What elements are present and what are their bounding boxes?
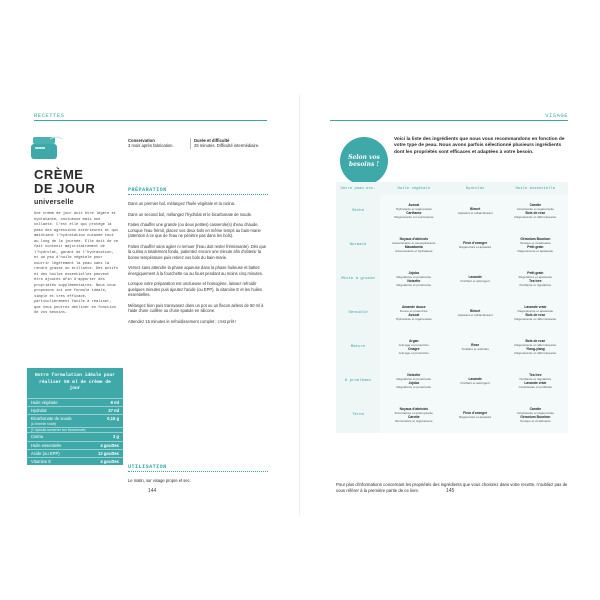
- col-header: Huile végétale: [380, 182, 448, 195]
- ingredient-name: Onagre: [408, 347, 420, 351]
- skin-type: Mixte à grasse: [336, 263, 380, 297]
- ingredient-name: Lavande vraie: [524, 381, 547, 385]
- table-cell: [448, 195, 503, 229]
- skin-type-table: [336, 182, 568, 433]
- ingredient-property: Anti-âge et protectrice: [398, 343, 429, 348]
- ingredient-property: Purifiante et régulatrice: [519, 377, 552, 382]
- header-rule-right: [330, 120, 568, 121]
- ingredient-name: Amande douce: [402, 305, 426, 310]
- table-row: [336, 195, 568, 229]
- ingredient-property: Régénérante et apaisante: [517, 248, 554, 253]
- right-page: [300, 0, 600, 600]
- formula-row: [27, 414, 123, 422]
- ingredient-name: Géranium Bourbon: [520, 237, 551, 242]
- cream-jar-icon: [30, 133, 66, 163]
- conservation-info: Conservation 3 mois après fabrication.: [128, 138, 174, 149]
- ingredient-property: Régulatrice et pénétrante: [396, 377, 432, 382]
- ingredient-name: Petit grain: [527, 271, 544, 276]
- ingredient-property: Régénérant et apaisant: [459, 415, 492, 419]
- ingredient-name: Bois de rose: [525, 339, 546, 344]
- table-cell: [503, 263, 568, 297]
- ingredient-property: Illuminatrice et régénérante: [395, 418, 433, 423]
- usage-text: Le matin, sur visage propre et sec.: [128, 478, 191, 483]
- table-cell: [380, 331, 448, 365]
- table-row: [336, 229, 568, 263]
- ingredient-name: Rose: [471, 343, 480, 348]
- recipe-subtitle: universelle: [34, 199, 74, 206]
- formula-ingredient: Huile essentielle: [31, 442, 62, 448]
- ingredient-property: Illuminatrice et antioxydante: [394, 411, 433, 416]
- formula-title: Notre formulation idéale pour réaliser 50 ml de crème de jour: [27, 368, 123, 398]
- formula-ingredient: Huile végétale: [31, 399, 58, 405]
- ingredient-name: Fleur d'oranger: [463, 411, 488, 416]
- ingredient-name: Noisette: [407, 279, 421, 283]
- table-row: [336, 399, 568, 433]
- ingredient-property: Régénérante et raffermissante: [514, 350, 557, 355]
- table-cell: [448, 331, 503, 365]
- col-header: Hydrolat: [448, 182, 503, 195]
- needs-badge: Selon vos besoins !: [340, 137, 388, 185]
- running-head-left: RECETTES: [34, 112, 65, 119]
- formula-quantity: 4 gouttes: [100, 442, 119, 448]
- col-header: Votre peau est…: [336, 182, 380, 195]
- formula-ingredient: Cutina: [31, 434, 44, 440]
- table-cell: [380, 365, 448, 399]
- preparation-step: Dans un premier bol, mélangez l'huile végétale et la cutina.: [128, 201, 236, 206]
- ingredient-property: Anti-âge et protectrice: [398, 350, 429, 355]
- ingredient-name: Carthame: [406, 211, 422, 215]
- formula-ingredient: Acide (ou EPP): [31, 450, 60, 456]
- ingredient-property: Régénérant et apaisant: [459, 245, 492, 249]
- table-intro: Voici la liste des ingrédients que nous vous recommandons en fonction de votre type de peau. Nous avons parfois sélectionné plusieurs ingrédients dont les propriétés sont efficaces et adaptées à votre besoin.: [394, 137, 565, 155]
- ingredient-property: Douce et protectrice: [399, 309, 428, 314]
- preparation-step: Dans un second bol, mélangez l'hydrolat et le bicarbonate de soude.: [128, 211, 253, 217]
- ingredient-property: Cicatrisante et régénérante: [516, 207, 555, 212]
- table-cell: [503, 229, 568, 263]
- ingredient-name: Avocat: [408, 313, 420, 317]
- ingredient-property: Purifiant et astringent: [460, 279, 490, 283]
- recipe-title: CRÈME DE JOUR: [34, 167, 96, 196]
- preparation-step: Attendez 15 minutes le refroidissement complet : c'est prêt !: [128, 318, 237, 324]
- ingredient-name: Argan: [409, 339, 419, 344]
- ingredient-name: Géranium Bourbon: [520, 415, 551, 419]
- ingredient-property: Tonique et cicatrisante: [519, 241, 551, 246]
- table-header-row: [336, 182, 568, 195]
- ingredient-property: Apaisant et rafraîchissant: [457, 313, 493, 317]
- ingredient-property: Régulatrice et pénétrante: [396, 275, 432, 280]
- ingredient-name: Jojoba: [408, 271, 420, 276]
- table-row: [336, 331, 568, 365]
- preparation-step: Mélangez bien puis transvasez dans un pot ou un flacon airless de 50 ml à l'aide d'une cuillère ou d'une spatule en silicone.: [128, 302, 264, 313]
- formula-ingredient: Hydrolat: [31, 407, 47, 413]
- ingredient-property: Adoucissante et hydratante: [395, 248, 433, 253]
- ingredient-property: Régulatrice et pénétrante: [396, 384, 432, 389]
- table-row: [336, 297, 568, 331]
- table-row: [336, 263, 568, 297]
- ingredient-property: Adoucissante et assouplissante: [392, 241, 436, 246]
- table-cell: [380, 195, 448, 229]
- ingredient-property: Hydratante et régénérante: [395, 207, 432, 212]
- ingredient-property: Régénérante et raffermissante: [514, 214, 557, 219]
- ingredient-property: Apaisant et rafraîchissant: [457, 211, 493, 215]
- ingredient-name: Lavande: [468, 275, 482, 280]
- table-cell: [380, 229, 448, 263]
- ingredient-name: Tea tree: [529, 279, 542, 283]
- table-cell: [503, 365, 568, 399]
- skin-type: Sèche: [336, 195, 380, 229]
- ingredient-property: Régulatrice et pénétrante: [396, 282, 432, 287]
- table-cell: [380, 399, 448, 433]
- table-cell: [503, 331, 568, 365]
- table-footnote: Pour plus d'informations concernant les propriétés des ingrédients que vous choisirez dans votre recette, n'oubliez pas de vous référer à la première partie de ce livre.: [336, 482, 568, 493]
- formula-ingredient: (1 hydrolat conserver son bicarbonate): [31, 427, 86, 432]
- table-cell: [448, 297, 503, 331]
- recipe-intro: Une crème de jour doit être légère et hydratante, onctueuse mais non collante. C'est elle qui protège la peau des agressions extérieures et qui maintient l'hydratation cutanée tout au long de la journée. Elle doit de ce fait contenir majoritairement de l'hydrolat, garant de l'hydratation, et un peu d'huile végétale pour nourrir légèrement la peau sans la rendre grasse ou brillante. Des actifs et des huiles essentielles peuvent être ajoutés afin d'apporter des propriétés supplémentaires. Nous vous proposons ici une formule idéale, simple et très efficace, particulièrement facile à réaliser, que vous pourrez décliner en fonction de vos besoins.: [34, 212, 119, 315]
- table-cell: [380, 263, 448, 297]
- ingredient-property: Régénérante et apaisante: [517, 309, 554, 314]
- formula-row: [27, 398, 123, 406]
- ingredient-name: Ylang-ylang: [526, 347, 545, 351]
- formula-quantity: 3 g: [112, 434, 119, 440]
- formula-row: [27, 449, 123, 457]
- table-cell: [503, 399, 568, 433]
- ingredient-property: Purifiant et astringent: [460, 381, 490, 385]
- table-cell: [448, 229, 503, 263]
- ingredient-name: Bois de rose: [525, 211, 546, 215]
- skin-type: Normale: [336, 229, 380, 263]
- ingredient-name: Lavande vraie: [524, 305, 547, 310]
- formula-quantity: 4 gouttes: [100, 458, 119, 464]
- table-cell: [380, 297, 448, 331]
- ingredient-property: Cicatrisante et régénérante: [516, 411, 555, 416]
- formula-box: [27, 368, 123, 475]
- ingredient-name: Bleuet: [470, 207, 481, 212]
- table-cell: [503, 297, 568, 331]
- ingredient-name: Macadamia: [404, 245, 423, 249]
- formula-row: [27, 441, 123, 449]
- ingredient-name: Tea tree: [529, 373, 542, 378]
- table-row: [336, 365, 568, 399]
- ingredient-property: Hydratante et régénérante: [395, 316, 432, 321]
- skin-type: Mature: [336, 331, 380, 365]
- formula-ingredient: (à l'échelle ronde): [31, 422, 57, 427]
- ingredient-name: Jojoba: [408, 381, 420, 385]
- ingredient-name: Bois de rose: [525, 313, 546, 317]
- skin-type: Sensible: [336, 297, 380, 331]
- skin-type: Terne: [336, 399, 380, 433]
- formula-ingredient: Vitamine E: [31, 458, 52, 464]
- ingredient-name: Avocat: [408, 203, 420, 208]
- table-cell: [448, 263, 503, 297]
- page-number-left: 144: [148, 488, 157, 494]
- formula-quantity: 37 ml: [108, 407, 119, 413]
- difficulty-info: Durée et difficulté 25 minutes. Difficulté intermédiaire.: [190, 138, 264, 149]
- table-cell: [448, 365, 503, 399]
- header-rule-left: [34, 120, 267, 121]
- skin-type: À problèmes: [336, 365, 380, 399]
- ingredient-property: Régénérante et raffermissante: [514, 343, 557, 348]
- ingredient-property: Purifiante et régulatrice: [519, 282, 552, 287]
- ingredient-name: Bleuet: [470, 309, 481, 314]
- ingredient-name: Fleur d'oranger: [463, 241, 488, 246]
- page-number-right: 145: [446, 488, 455, 494]
- formula-quantity: 12 gouttes: [98, 450, 119, 456]
- col-header: Huile essentielle: [503, 182, 568, 195]
- preparation-step: Versez sans attendre la phase aqueuse dans la phase huileuse et battez énergiquement à la fourchette ou au fouet pendant au moins cinq minutes.: [128, 265, 263, 276]
- formula-row: [27, 457, 123, 465]
- usage-heading: UTILISATION: [128, 464, 268, 472]
- ingredient-property: Cicatrisante et purifiante: [518, 384, 553, 389]
- formula-row: [27, 432, 123, 440]
- running-head-right: VISAGE: [545, 112, 568, 119]
- ingredient-property: Régulatrice et apaisante: [518, 275, 553, 280]
- ingredient-property: Régénérante et raffermissante: [514, 316, 557, 321]
- preparation-step: Faites chauffer une grande (ou deux petites) casserole(s) d'eau chaude. Lorsque l'eau frémit, placez vos deux bols en même temps au bain-marie (attention à ce que de l'eau ne pénètre pas dans les bols).: [128, 222, 261, 238]
- formula-list: [27, 398, 123, 466]
- ingredient-name: Carotte: [529, 407, 542, 412]
- ingredient-name: Noyaux d'abricots: [399, 237, 429, 242]
- preparation-step: Lorsque votre préparation est onctueuse et homogène, laissez refroidir quelques minutes puis ajoutez l'acide (ou EPP), la vitamine E et les huiles essentielles.: [128, 281, 262, 297]
- formula-row: [27, 406, 123, 414]
- formula-ingredient: Bicarbonate de soude: [31, 415, 72, 421]
- ingredient-name: Noisette: [407, 373, 421, 378]
- table-cell: [503, 195, 568, 229]
- ingredient-name: Carotte: [529, 203, 542, 208]
- preparation-step: Faites chauffer sans agiter ni remuer (l'eau doit rester frémissante). Dès que la cutina a totalement fondu, patientez encore une minute afin d'obtenir la bonne température puis retirez vos bols du bain-marie.: [128, 243, 267, 260]
- preparation-steps: [128, 201, 268, 329]
- table-cell: [448, 399, 503, 433]
- ingredient-name: Carotte: [408, 415, 420, 419]
- formula-quantity: 8 ml: [110, 399, 119, 405]
- ingredient-property: Régénérante et nourrissante: [394, 214, 434, 219]
- ingredient-property: Tonifiant et antirides: [461, 347, 489, 351]
- ingredient-property: Tonique et cicatrisante: [519, 418, 551, 423]
- ingredient-name: Lavande: [468, 377, 482, 382]
- ingredient-name: Petit grain: [527, 245, 544, 249]
- ingredient-name: Noyaux d'abricots: [399, 407, 429, 412]
- formula-quantity: 0,15 g: [107, 415, 119, 421]
- preparation-heading: PRÉPARATION: [128, 187, 268, 195]
